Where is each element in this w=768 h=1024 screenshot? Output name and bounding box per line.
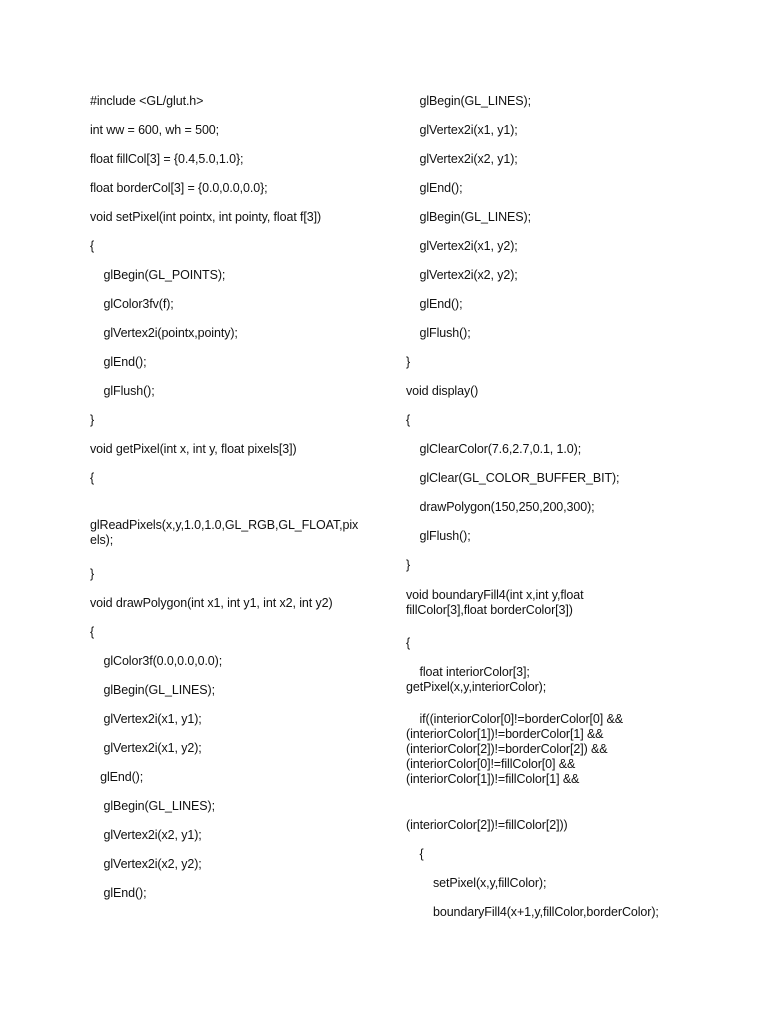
code-line: glColor3fv(f); <box>90 297 174 311</box>
code-line: glEnd(); <box>90 770 144 784</box>
code-line: { <box>90 471 95 485</box>
code-line: if((interiorColor[0]!=borderColor[0] && (interiorColor[1])!=borderColor[1] && (interiorColor[2])!=borderColor[2]) && (interiorColor[0]!=fillColor[0] && (interiorColor[1])!=fillColor[1] && <box>406 712 627 786</box>
code-line: glEnd(); <box>90 886 147 900</box>
code-line: glBegin(GL_POINTS); <box>90 268 226 282</box>
code-line: setPixel(x,y,fillColor); <box>406 876 547 890</box>
code-line: glFlush(); <box>406 326 471 340</box>
code-line: glBegin(GL_LINES); <box>90 683 215 697</box>
code-line: glVertex2i(x1, y2); <box>406 239 518 253</box>
code-line: glVertex2i(x1, y1); <box>406 123 518 137</box>
code-line: void boundaryFill4(int x,int y,float fillColor[3],float borderColor[3]) <box>406 588 587 617</box>
code-line: glClearColor(7.6,2.7,0.1, 1.0); <box>406 442 582 456</box>
code-line: glVertex2i(x1, y2); <box>90 741 202 755</box>
code-line: glEnd(); <box>406 181 463 195</box>
code-line: glFlush(); <box>90 384 155 398</box>
code-line: glFlush(); <box>406 529 471 543</box>
code-line: { <box>406 636 411 650</box>
code-line: float borderCol[3] = {0.0,0.0,0.0}; <box>90 181 268 195</box>
code-line: (interiorColor[2])!=fillColor[2])) <box>406 818 568 832</box>
code-line: } <box>406 558 411 572</box>
code-line: glEnd(); <box>406 297 463 311</box>
code-line: void getPixel(int x, int y, float pixels[3]) <box>90 442 297 456</box>
code-line: glBegin(GL_LINES); <box>90 799 215 813</box>
code-line: glEnd(); <box>90 355 147 369</box>
code-line: glVertex2i(x2, y1); <box>90 828 202 842</box>
code-line: drawPolygon(150,250,200,300); <box>406 500 595 514</box>
code-line: float fillCol[3] = {0.4,5.0,1.0}; <box>90 152 244 166</box>
code-line: void display() <box>406 384 479 398</box>
code-line: glBegin(GL_LINES); <box>406 94 531 108</box>
code-line: { <box>406 847 424 861</box>
code-line: glBegin(GL_LINES); <box>406 210 531 224</box>
code-line: glVertex2i(x2, y2); <box>406 268 518 282</box>
code-line: } <box>406 355 411 369</box>
code-line: { <box>90 239 95 253</box>
code-line: { <box>90 625 95 639</box>
code-line: glVertex2i(x2, y1); <box>406 152 518 166</box>
code-line: glColor3f(0.0,0.0,0.0); <box>90 654 223 668</box>
code-line: glVertex2i(x1, y1); <box>90 712 202 726</box>
code-line: boundaryFill4(x+1,y,fillColor,borderColor); <box>406 905 659 919</box>
code-line: glClear(GL_COLOR_BUFFER_BIT); <box>406 471 620 485</box>
code-line: #include <GL/glut.h> <box>90 94 204 108</box>
code-line: } <box>90 413 95 427</box>
code-line: { <box>406 413 411 427</box>
code-line: } <box>90 567 95 581</box>
code-line: float interiorColor[3]; getPixel(x,y,interiorColor); <box>406 665 547 694</box>
code-line: glVertex2i(pointx,pointy); <box>90 326 238 340</box>
code-line: void drawPolygon(int x1, int y1, int x2, int y2) <box>90 596 333 610</box>
code-line: int ww = 600, wh = 500; <box>90 123 220 137</box>
code-line: glReadPixels(x,y,1.0,1.0,GL_RGB,GL_FLOAT,pixels); <box>90 518 359 547</box>
code-line: void setPixel(int pointx, int pointy, float f[3]) <box>90 210 322 224</box>
code-line: glVertex2i(x2, y2); <box>90 857 202 871</box>
